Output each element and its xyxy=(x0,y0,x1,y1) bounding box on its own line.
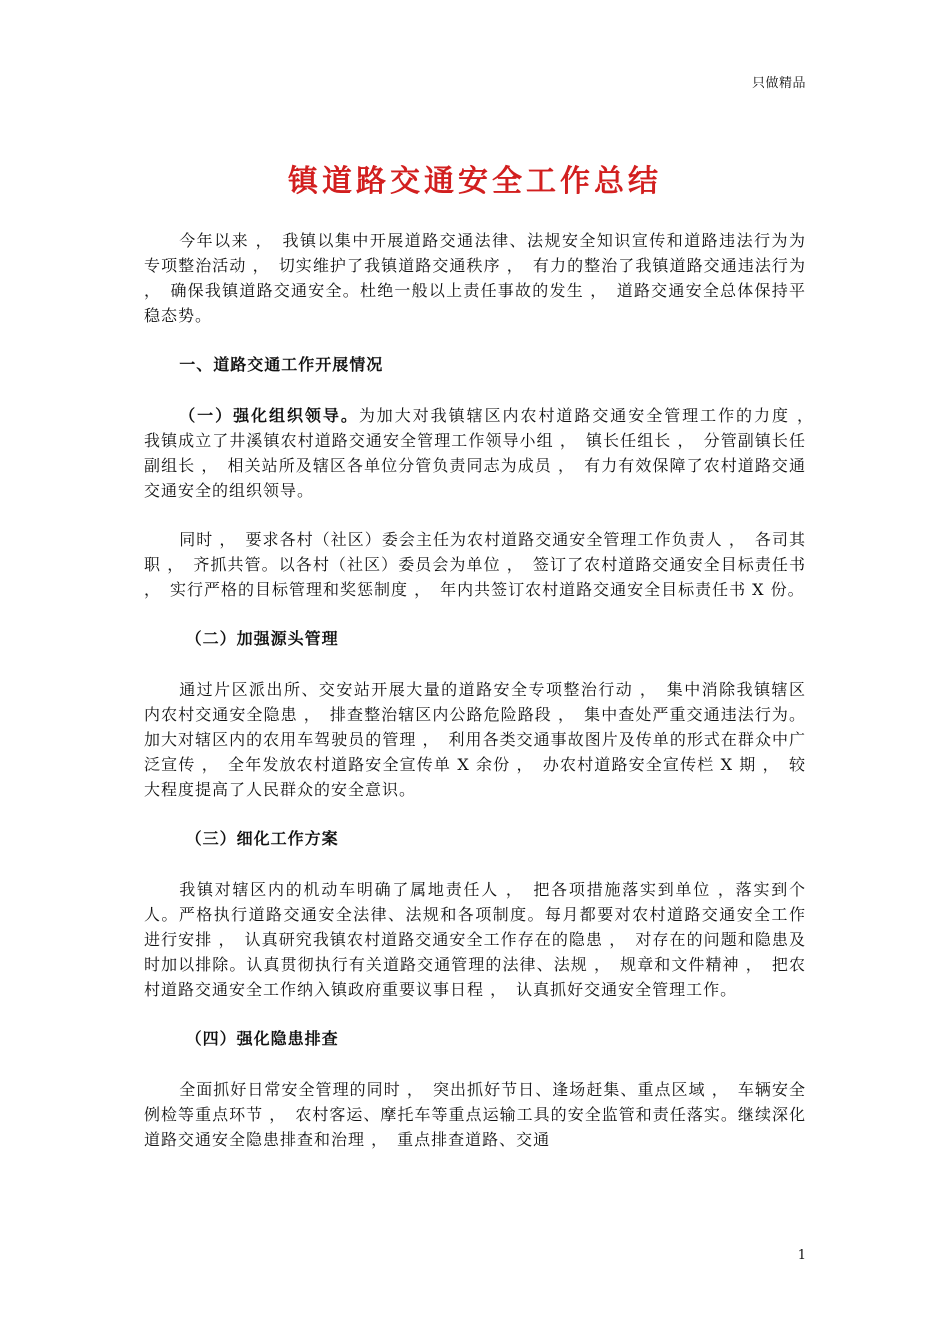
subsection-3-heading: （三）细化工作方案 xyxy=(185,829,339,848)
subsection-3-paragraph: 我镇对辖区内的机动车明确了属地责任人 ， 把各项措施落实到单位 ，落实到个人。严格执行道路交通安全法律、法规和各项制度。每月都要对农村道路交通安全工作进行安排 ， 认真研究我镇农村道路交通安全工作存在的隐患 ， 对存在的问题和隐患及时加以排除。认真贯彻执行有关道路交通管理的法律、法规 ， 规章和文件精神 ， 把农村道路交通安全工作纳入镇政府重要议事日程 ， 认真抓好交通安全管理工作。 xyxy=(144,880,806,999)
subsection-4-heading: （四）强化隐患排查 xyxy=(185,1029,339,1048)
subsection-4-paragraph: 全面抓好日常安全管理的同时 ， 突出抓好节日、逢场赶集、重点区域 ， 车辆安全例检等重点环节 ， 农村客运、摩托车等重点运输工具的安全监管和责任落实。继续深化道路交通安全隐患排查和治理 ， 重点排查道路、交通 xyxy=(144,1080,806,1149)
intro-paragraph: 今年以来 ， 我镇以集中开展道路交通法律、法规安全知识宣传和道路违法行为为专项整治活动 ， 切实维护了我镇道路交通秩序 ， 有力的整治了我镇道路交通违法行为 ， 确保我镇道路交通安全。杜绝一般以上责任事故的发生 ， 道路交通安全总体保持平稳态势。 xyxy=(144,231,806,325)
subsection-1-text: 为加大对我镇辖区内农村道路交通安全管理工作的力度 ， 我镇成立了井溪镇农村道路交通安全管理工作领导小组 ， 镇长任组长 ， 分管副镇长任副组长 ， 相关站所及辖区各单位分管负责同志为成员 ， 有力有效保障了农村道路交通交通安全的组织领导。 xyxy=(144,406,824,500)
subsection-2-paragraph: 通过片区派出所、交安站开展大量的道路安全专项整治行动 ， 集中消除我镇辖区内农村交通安全隐患 ， 排查整治辖区内公路危险路段 ， 集中查处严重交通违法行为。加大对辖区内的农用车驾驶员的管理 ， 利用各类交通事故图片及传单的形式在群众中广泛宣传 ， 全年发放农村道路安全宣传单 X 余份 ， 办农村道路安全宣传栏 X 期 ， 较大程度提高了人民群众的安全意识。 xyxy=(144,680,806,799)
document-body xyxy=(144,228,824,1176)
page-number: 1 xyxy=(797,1248,806,1263)
document-title: 镇道路交通安全工作总结 xyxy=(288,164,662,199)
section-heading-1: 一、道路交通工作开展情况 xyxy=(179,355,384,374)
subsection-1-paragraph xyxy=(144,403,824,503)
subsection-1-lead: （一）强化组织领导。 xyxy=(179,406,359,425)
subsection-1-paragraph-2: 同时 ， 要求各村（社区）委会主任为农村道路交通安全管理工作负责人 ， 各司其职 ， 齐抓共管。以各村（社区）委员会为单位 ， 签订了农村道路交通安全目标责任书 ， 实行严格的目标管理和奖惩制度 ， 年内共签订农村道路交通安全目标责任书 X 份。 xyxy=(144,530,806,599)
header-note: 只做精品 xyxy=(751,76,806,91)
subsection-2-heading: （二）加强源头管理 xyxy=(185,629,339,648)
